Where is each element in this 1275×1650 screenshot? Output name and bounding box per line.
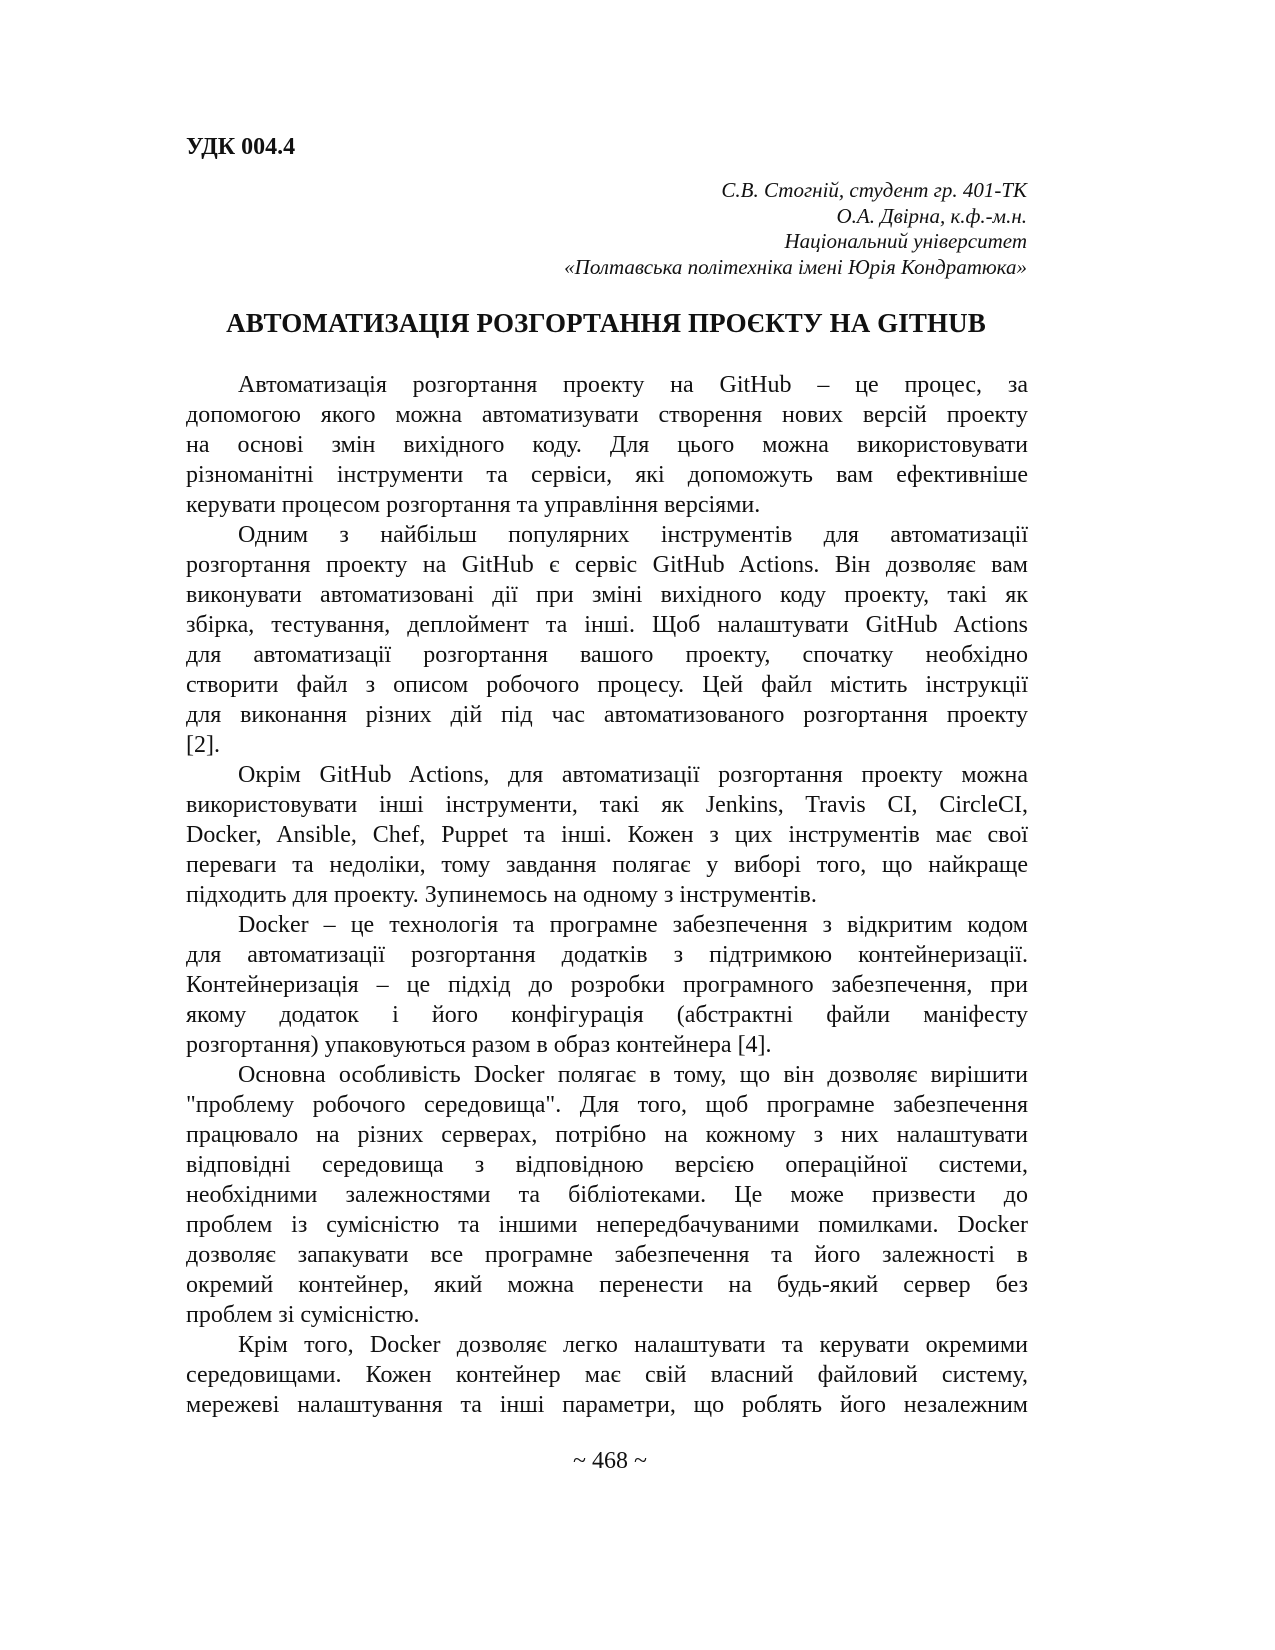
paragraph-line: окремий контейнер, який можна перенести на будь-який сервер без bbox=[186, 1272, 1028, 1298]
page-number: ~ 468 ~ bbox=[573, 1448, 647, 1474]
article-body bbox=[186, 370, 1028, 1420]
paragraph-line: переваги та недоліки, тому завдання полягає у виборі того, що найкраще bbox=[186, 852, 1028, 878]
paragraph-line: на основі змін вихідного коду. Для цього можна використовувати bbox=[186, 432, 1028, 458]
paragraph-line: Одним з найбільш популярних інструментів для автоматизації bbox=[238, 522, 1028, 548]
paragraph-line: "проблему робочого середовища". Для того, щоб програмне забезпечення bbox=[186, 1092, 1028, 1118]
paragraph-line: відповідні середовища з відповідною версією операційної системи, bbox=[186, 1152, 1028, 1178]
paragraph-line: Окрім GitHub Actions, для автоматизації розгортання проекту можна bbox=[238, 762, 1028, 788]
paragraph-line: проблем із сумісністю та іншими непередбачуваними помилками. Docker bbox=[186, 1212, 1028, 1238]
paragraph bbox=[186, 1060, 1028, 1330]
paragraph-line: різноманітні інструменти та сервіси, які допоможуть вам ефективніше bbox=[186, 462, 1028, 488]
paragraph-line: розгортання проекту на GitHub є сервіс GitHub Actions. Він дозволяє вам bbox=[186, 552, 1028, 578]
paragraph-line: підходить для проекту. Зупинемось на одному з інструментів. bbox=[186, 882, 817, 908]
paragraph-line: проблем зі сумісністю. bbox=[186, 1302, 420, 1328]
paragraph-line: Автоматизація розгортання проекту на GitHub – це процес, за bbox=[238, 372, 1028, 398]
paragraph-line: допомогою якого можна автоматизувати створення нових версій проекту bbox=[186, 402, 1028, 428]
paragraph-line: виконувати автоматизовані дії при зміні вихідного коду проекту, такі як bbox=[186, 582, 1028, 608]
paragraph-line: якому додаток і його конфігурація (абстрактні файли маніфесту bbox=[186, 1002, 1028, 1028]
paragraph-line: Крім того, Docker дозволяє легко налаштувати та керувати окремими bbox=[238, 1332, 1028, 1358]
udc-code: УДК 004.4 bbox=[186, 134, 296, 160]
article-title: АВТОМАТИЗАЦІЯ РОЗГОРТАННЯ ПРОЄКТУ НА GITHUB bbox=[226, 308, 986, 338]
paragraph bbox=[186, 760, 1028, 910]
paragraph-line: [2]. bbox=[186, 732, 220, 758]
paragraph-line: Основна особливість Docker полягає в тому, що він дозволяє вирішити bbox=[238, 1062, 1028, 1088]
affiliation-2: «Полтавська політехніка імені Юрія Кондратюка» bbox=[564, 255, 1027, 280]
paragraph-line: Контейнеризація – це підхід до розробки програмного забезпечення, при bbox=[186, 972, 1028, 998]
paragraph-line: працювало на різних серверах, потрібно на кожному з них налаштувати bbox=[186, 1122, 1028, 1148]
paragraph-line: використовувати інші інструменти, такі як Jenkins, Travis CI, CircleCI, bbox=[186, 792, 1028, 818]
paragraph-line: для автоматизації розгортання вашого проекту, спочатку необхідно bbox=[186, 642, 1028, 668]
author-2: О.А. Двірна, к.ф.-м.н. bbox=[836, 203, 1027, 228]
paragraph-line: керувати процесом розгортання та управління версіями. bbox=[186, 492, 761, 518]
paragraph bbox=[186, 1330, 1028, 1420]
paragraph-line: Docker – це технологія та програмне забезпечення з відкритим кодом bbox=[238, 912, 1028, 938]
paragraph bbox=[186, 910, 1028, 1060]
paragraph bbox=[186, 520, 1028, 760]
author-block bbox=[564, 178, 1027, 281]
paragraph-line: середовищами. Кожен контейнер має свій власний файловий систему, bbox=[186, 1362, 1028, 1388]
paragraph-line: збірка, тестування, деплоймент та інші. Щоб налаштувати GitHub Actions bbox=[186, 612, 1028, 638]
paragraph bbox=[186, 370, 1028, 520]
paragraph-line: розгортання) упаковуються разом в образ контейнера [4]. bbox=[186, 1032, 772, 1058]
paragraph-line: мережеві налаштування та інші параметри, що роблять його незалежним bbox=[186, 1392, 1028, 1418]
paragraph-line: створити файл з описом робочого процесу. Цей файл містить інструкції bbox=[186, 672, 1028, 698]
affiliation-1: Національний університет bbox=[784, 229, 1027, 254]
paragraph-line: для виконання різних дій під час автоматизованого розгортання проекту bbox=[186, 702, 1028, 728]
paragraph-line: необхідними залежностями та бібліотеками. Це може призвести до bbox=[186, 1182, 1028, 1208]
paragraph-line: дозволяє запакувати все програмне забезпечення та його залежності в bbox=[186, 1242, 1028, 1268]
paragraph-line: для автоматизації розгортання додатків з підтримкою контейнеризації. bbox=[186, 942, 1028, 968]
author-1: С.В. Стогній, студент гр. 401-ТК bbox=[721, 178, 1027, 202]
paragraph-line: Docker, Ansible, Chef, Puppet та інші. Кожен з цих інструментів має свої bbox=[186, 822, 1028, 848]
